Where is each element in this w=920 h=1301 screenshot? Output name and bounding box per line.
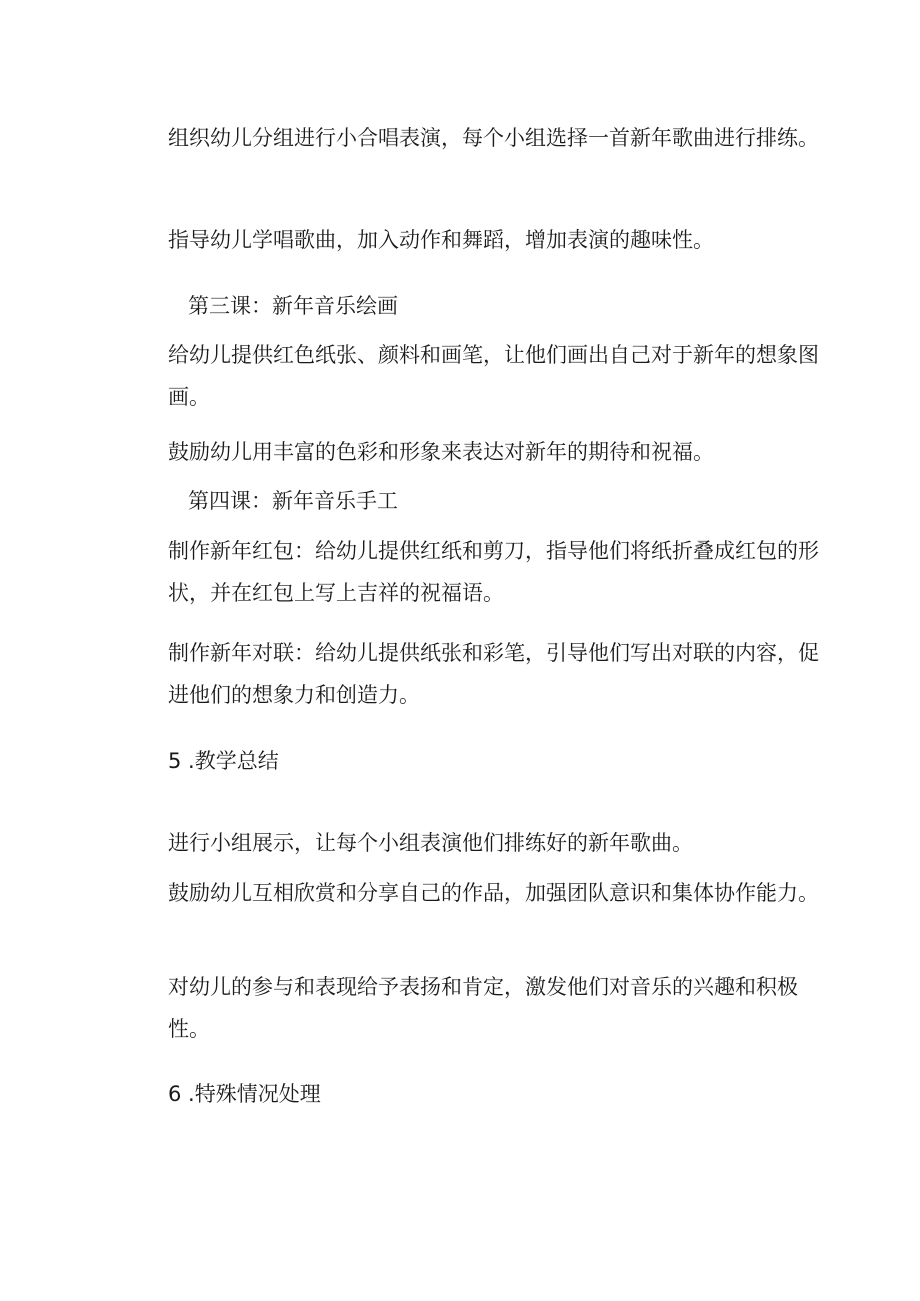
paragraph-group-singing: 组织幼儿分组进行小合唱表演，每个小组选择一首新年歌曲进行排练。 bbox=[168, 126, 819, 150]
paragraph-encourage-colors: 鼓励幼儿用丰富的色彩和形象来表达对新年的期待和祝福。 bbox=[168, 440, 714, 464]
paragraph-share-works: 鼓励幼儿互相欣赏和分享自己的作品，加强团队意识和集体协作能力。 bbox=[168, 881, 819, 905]
section-6-heading: 6 .特殊情况处理 bbox=[168, 1082, 321, 1106]
paragraph-praise: 对幼儿的参与和表现给予表扬和肯定，激发他们对音乐的兴趣和积极性。 bbox=[168, 975, 798, 1041]
section-5-heading: 5 .教学总结 bbox=[168, 749, 279, 773]
paragraph-painting-materials: 给幼儿提供红色纸张、颜料和画笔，让他们画出自己对于新年的想象图画。 bbox=[168, 343, 819, 409]
paragraph-learn-songs: 指导幼儿学唱歌曲，加入动作和舞蹈，增加表演的趣味性。 bbox=[168, 228, 714, 252]
lesson-4-title: 第四课：新年音乐手工 bbox=[188, 489, 398, 513]
lesson-3-title: 第三课：新年音乐绘画 bbox=[188, 294, 398, 318]
paragraph-red-envelope: 制作新年红包：给幼儿提供红纸和剪刀，指导他们将纸折叠成红包的形状，并在红包上写上吉祥的祝福语。 bbox=[168, 539, 819, 605]
paragraph-group-showcase: 进行小组展示，让每个小组表演他们排练好的新年歌曲。 bbox=[168, 831, 693, 855]
paragraph-couplets: 制作新年对联：给幼儿提供纸张和彩笔，引导他们写出对联的内容，促进他们的想象力和创造力。 bbox=[168, 641, 819, 707]
